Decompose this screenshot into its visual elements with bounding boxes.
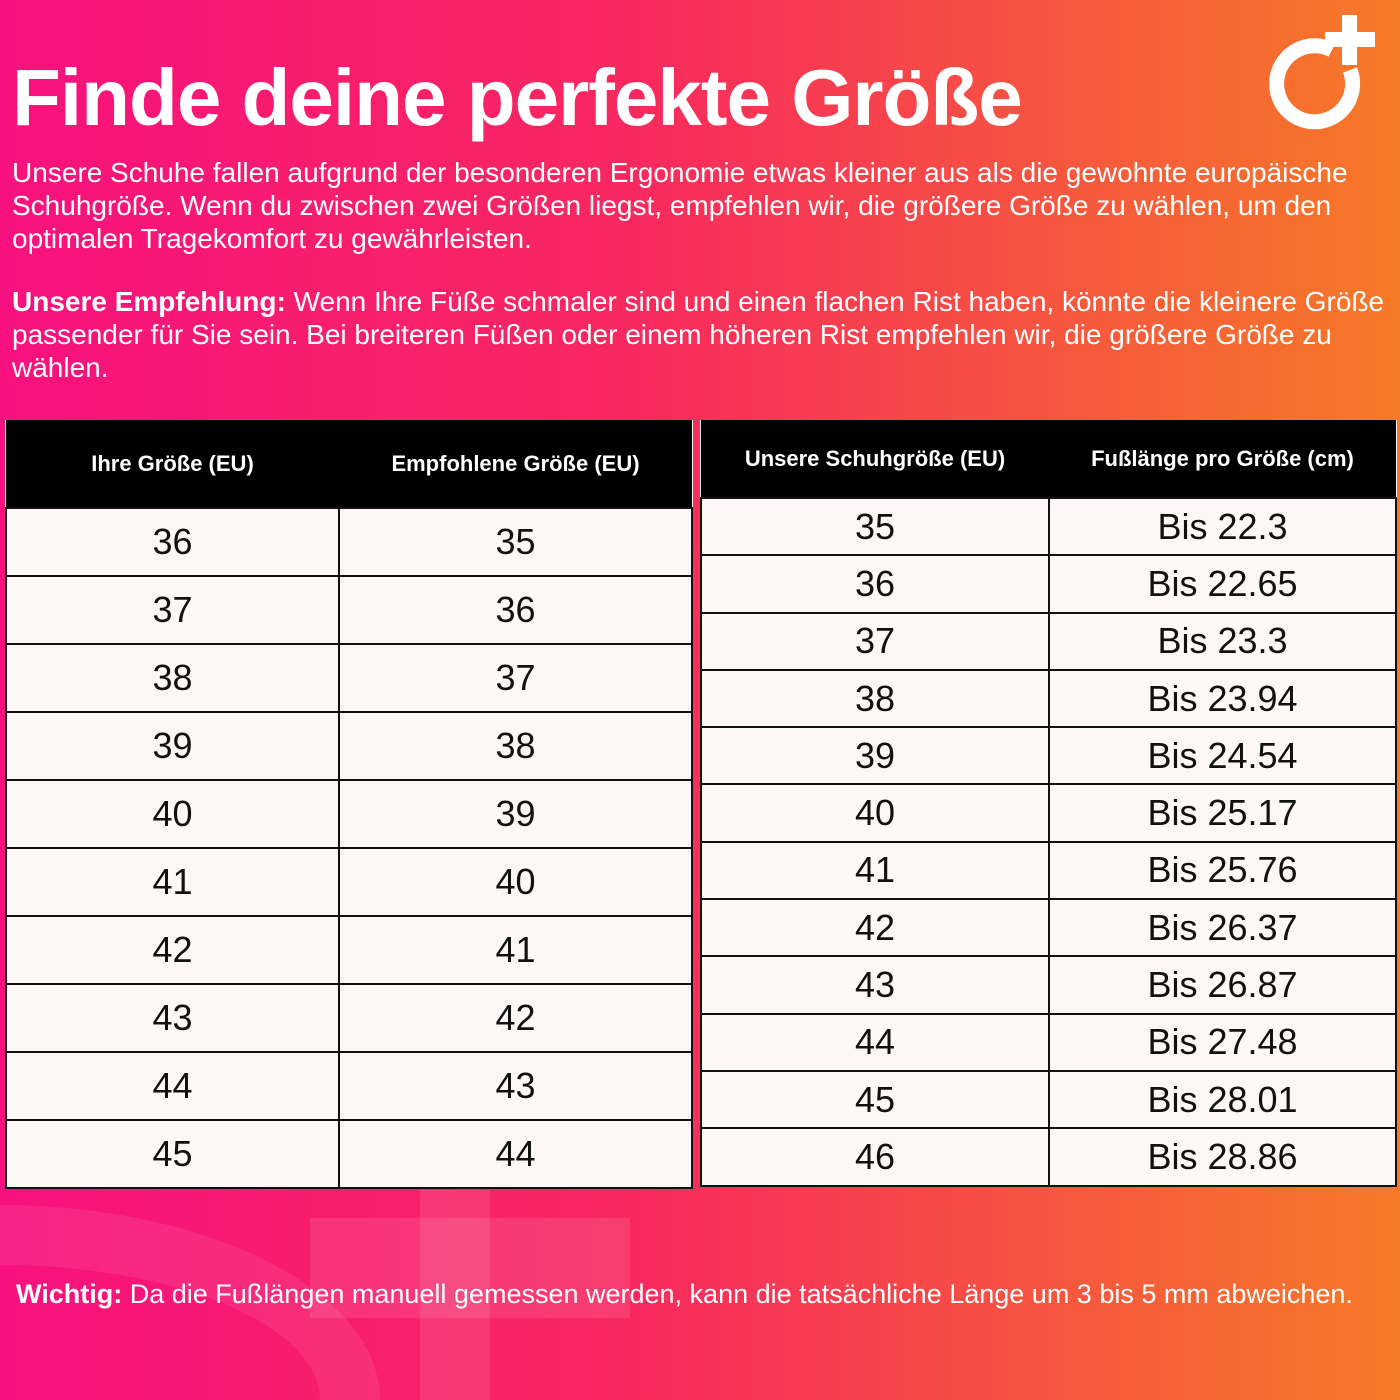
table-cell: 35 [701,498,1049,555]
table-row [6,1120,692,1188]
table-row [701,670,1396,727]
recommendation-text [12,285,1388,384]
table-row [6,780,692,848]
table-cell: Bis 25.17 [1049,784,1396,841]
important-note [16,1278,1386,1311]
foot-length-table [700,420,1397,1187]
table-row [701,956,1396,1013]
table-row [701,727,1396,784]
table-cell: 46 [701,1128,1049,1185]
note-body: Da die Fußlängen manuell gemessen werden, kann die tatsächliche Länge um 3 bis 5 mm abweichen. [122,1279,1353,1309]
table-row [6,984,692,1052]
circle-plus-logo-icon [1262,10,1387,135]
table-cell: Bis 22.3 [1049,498,1396,555]
table-cell: 36 [701,555,1049,612]
table-row [6,712,692,780]
table-row [6,508,692,576]
table-cell: 35 [339,508,692,576]
table-cell: 37 [701,613,1049,670]
table-cell: Bis 25.76 [1049,842,1396,899]
table-cell: Bis 26.37 [1049,899,1396,956]
table-cell: 41 [6,848,339,916]
table-cell: 36 [6,508,339,576]
table-cell: Bis 27.48 [1049,1014,1396,1071]
table-cell: Bis 28.86 [1049,1128,1396,1185]
table-cell: Bis 28.01 [1049,1071,1396,1128]
table-cell: Bis 26.87 [1049,956,1396,1013]
table-cell: Bis 24.54 [1049,727,1396,784]
table-cell: 37 [339,644,692,712]
table-cell: 41 [701,842,1049,899]
table-cell: 36 [339,576,692,644]
table-cell: Bis 23.3 [1049,613,1396,670]
table-cell: 43 [6,984,339,1052]
table-row [701,498,1396,555]
table-cell: Bis 23.94 [1049,670,1396,727]
table-cell: 43 [339,1052,692,1120]
table-cell: 39 [339,780,692,848]
table-cell: 40 [339,848,692,916]
table-cell: Bis 22.65 [1049,555,1396,612]
table-cell: 45 [701,1071,1049,1128]
table-row [701,1071,1396,1128]
table-row [701,784,1396,841]
table-row [701,1014,1396,1071]
table-row [701,555,1396,612]
table-row [6,644,692,712]
table-cell: 42 [339,984,692,1052]
table-row [701,842,1396,899]
table-cell: 44 [701,1014,1049,1071]
table-cell: 42 [6,916,339,984]
table-cell: 41 [339,916,692,984]
column-header: Empfohlene Größe (EU) [339,420,692,508]
table-cell: 40 [6,780,339,848]
note-label: Wichtig: [16,1279,123,1309]
table-cell: 45 [6,1120,339,1188]
table-cell: 38 [701,670,1049,727]
table-cell: 44 [339,1120,692,1188]
table-row [701,1128,1396,1185]
column-header: Unsere Schuhgröße (EU) [701,420,1049,498]
table-cell: 43 [701,956,1049,1013]
size-recommendation-table [5,420,693,1189]
table-row [6,576,692,644]
intro-text: Unsere Schuhe fallen aufgrund der besonderen Ergonomie etwas kleiner aus als die gewohnte europäische Schuhgröße. Wenn du zwischen zwei Größen liegst, empfehlen wir, die größere Größe zu wählen, um den optimalen Tragekomfort zu gewährleisten. [12,157,1348,254]
table-cell: 38 [339,712,692,780]
recommendation-label: Unsere Empfehlung: [12,286,286,317]
recommendation-body: Wenn Ihre Füße schmaler sind und einen flachen Rist haben, könnte die kleinere Größe passender für Sie sein. Bei breiteren Füßen oder einem höheren Rist empfehlen wir, die größere Größe zu wählen. [12,286,1385,383]
column-header: Ihre Größe (EU) [6,420,339,508]
page-title: Finde deine perfekte Größe [12,53,1022,142]
table-row [6,1052,692,1120]
column-header: Fußlänge pro Größe (cm) [1049,420,1396,498]
table-row [6,848,692,916]
table-cell: 38 [6,644,339,712]
table-row [6,916,692,984]
table-cell: 39 [6,712,339,780]
table-row [701,899,1396,956]
table-cell: 44 [6,1052,339,1120]
table-cell: 40 [701,784,1049,841]
table-row [701,613,1396,670]
table-cell: 42 [701,899,1049,956]
table-cell: 37 [6,576,339,644]
table-cell: 39 [701,727,1049,784]
